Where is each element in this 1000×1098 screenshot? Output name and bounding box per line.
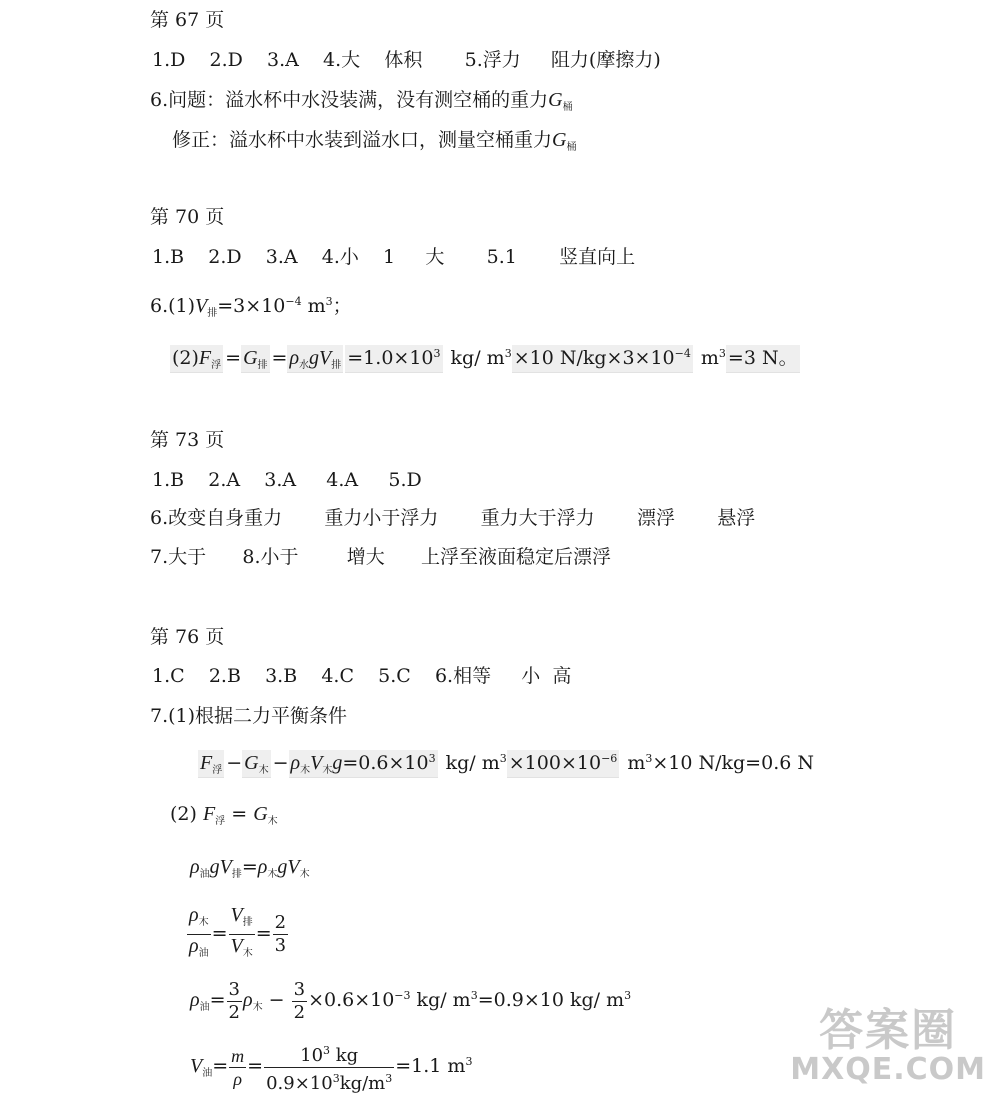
q6-problem-p67: 6.问题：溢水杯中水没装满，没有测空桶的重力$G_桶$ [150,89,573,113]
q6-fix-p67: 修正：溢水杯中水装到溢水口，测量空桶重力$G_桶$ [172,129,577,153]
watermark-logo-text: 答案圈 [819,1005,958,1056]
section-heading-p73: 第 73 页 [150,429,225,451]
answers-p70: 1.B 2.D 3.A 4.小 1 大 5.1 竖直向上 [152,246,636,268]
q7-1-equation-p76: $F_浮 - G_木 - \rho_木V_木g=0.6\times 10^3$ kg/ $m^3 \times 100\times 10^{-6}$ $m^3\times 10$ N/kg=0.6 N [200,752,814,776]
q6-2-p70: $(2)F_浮 = G_排 = \rho_水gV_排 =1.0\times 10^3$ kg/ $m^3 \times 10$ $N/kg\times 3\times 10^{-4}$ $m^3 =3$ N。 [172,347,798,371]
watermark-logo [790,1005,986,1087]
q7-2-volume-p76: $V_油=$ $\frac{m}{\rho}$ = $\frac{10^3 kg}{0.9\times 10^3kg/m^3}$ =1.1 $m^3$ [190,1038,472,1098]
answers-p73: 1.B 2.A 3.A 4.A 5.D [152,469,422,491]
q6-p73: 6.改变自身重力 重力小于浮力 重力大于浮力 漂浮 悬浮 [150,507,756,529]
q7-q8-p73: 7.大于 8.小于 增大 上浮至液面稳定后漂浮 [150,546,612,568]
section-heading-p76: 第 76 页 [150,626,225,648]
q7-2-line2-p76: $\rho_油gV_排=\rho_木gV_木$ [190,856,310,880]
q7-2-density-p76: $\rho_油=$ $\frac{3}{2}$ $\rho_木$ − $\frac{3}{2}$ $\times 0.6\times 10^{-3}$ kg/ $m^3=0.9\times 10$ kg/ $m^3$ [190,978,632,1023]
answers-p67: 1.D 2.D 3.A 4.大 体积 5.浮力 阻力(摩擦力) [152,49,661,71]
answers-p76: 1.C 2.B 3.B 4.C 5.C 6.相等 小 高 [152,665,572,687]
q6-1-p70: $6.(1)V_排=3\times 10^{-4}$ $m^3$； [150,295,352,319]
section-heading-p67: 第 67 页 [150,9,225,31]
q7-1-p76: 7.(1)根据二力平衡条件 [150,705,348,727]
watermark-url: MXQE.COM [790,1052,986,1087]
section-heading-p70: 第 70 页 [150,206,225,228]
q7-2-line1-p76: (2) $F_浮 = G_木$ [170,803,278,827]
q7-2-ratio-p76: $\frac{\rho_木}{\rho_油}$ = $\frac{V_排}{V_木}$ = $\frac{2}{3}$ [189,904,287,959]
